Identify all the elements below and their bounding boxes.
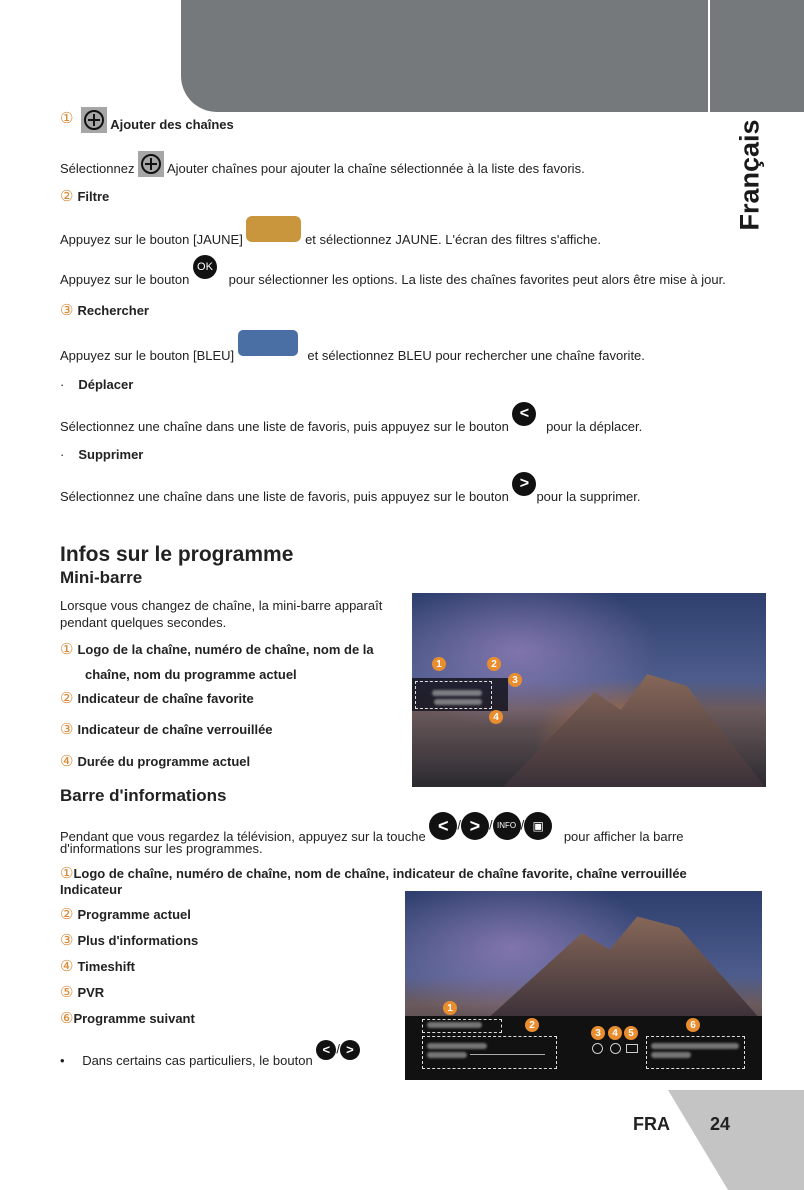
chevron-left-icon: <	[429, 812, 457, 840]
yellow-button-icon	[246, 216, 301, 242]
minibar-item	[60, 722, 273, 738]
callout-marker: 4	[489, 710, 503, 724]
minibar-intro-1: Lorsque vous changez de chaîne, la mini-barre apparaît	[60, 598, 383, 613]
minibar-item	[60, 754, 250, 770]
infobar-intro	[60, 812, 684, 845]
item-label: Timeshift	[77, 959, 136, 974]
minibar-intro-2: pendant quelques secondes.	[60, 615, 227, 630]
heading-text: Ajouter des chaînes	[110, 117, 234, 133]
add-circle-icon	[138, 151, 164, 177]
text: pour sélectionner les options. La liste des chaînes favorites peut alors être mise à jour.	[228, 272, 726, 288]
info-button-icon: INFO	[493, 812, 521, 840]
item-label: Logo de la chaîne, numéro de chaîne, nom de la	[77, 642, 374, 657]
chevron-left-icon: <	[316, 1040, 336, 1060]
move-heading	[60, 377, 133, 393]
search-heading	[60, 303, 149, 319]
minibar-title: Mini-barre	[60, 568, 143, 587]
separator: /	[336, 1041, 340, 1057]
timeshift-icon	[610, 1043, 621, 1054]
blurred-text	[427, 1043, 487, 1049]
mountain-image	[502, 668, 766, 787]
section-title: Infos sur le programme	[60, 543, 294, 566]
minibar-screenshot	[412, 593, 766, 787]
language-code: FRA	[633, 1114, 670, 1134]
text: pour la déplacer.	[546, 419, 643, 435]
language-tab: Français	[734, 119, 765, 231]
number-marker: ⑥	[60, 1010, 74, 1027]
search-text	[60, 330, 645, 364]
bullet: ·	[60, 447, 65, 462]
add-channels-text	[60, 151, 585, 177]
infobar-item	[60, 985, 104, 1001]
infobar-item-cont: Indicateur	[60, 882, 123, 897]
number-marker: ②	[60, 690, 74, 707]
filter-text-2	[60, 255, 726, 288]
infobar-item	[60, 959, 135, 975]
mountain-image	[485, 911, 762, 1021]
text: Appuyez sur le bouton	[60, 272, 190, 288]
text: pour la supprimer.	[536, 489, 641, 505]
chevron-right-icon: >	[340, 1040, 360, 1060]
header-band	[181, 0, 804, 112]
item-label: Programme suivant	[73, 1011, 195, 1026]
text: Pendant que vous regardez la télévision, appuyez sur la touche	[60, 829, 426, 845]
filter-heading	[60, 189, 109, 205]
text: Sélectionnez une chaîne dans une liste de favoris, puis appuyez sur le bouton	[60, 489, 509, 505]
minibar-item-cont: chaîne, nom du programme actuel	[85, 667, 297, 682]
callout-marker: 2	[487, 657, 501, 671]
ok-button-icon: OK	[193, 255, 217, 279]
number-marker: ④	[60, 958, 74, 975]
item-label: Indicateur de chaîne verrouillée	[77, 722, 273, 737]
infobar-item	[60, 866, 687, 882]
item-label: Indicateur de chaîne favorite	[77, 691, 254, 706]
text: Sélectionnez	[60, 161, 135, 177]
number-marker: ⑤	[60, 984, 74, 1001]
footer-band	[0, 1090, 804, 1190]
item-label: Plus d'informations	[77, 933, 199, 948]
delete-heading	[60, 447, 143, 463]
header-divider	[708, 0, 710, 112]
callout-marker: 5	[624, 1026, 638, 1040]
text: Dans certains cas particuliers, le bouton	[82, 1053, 313, 1069]
number-marker: ①	[60, 865, 74, 882]
heading-text: Déplacer	[78, 377, 134, 392]
blurred-text	[651, 1052, 691, 1058]
text: Appuyez sur le bouton [JAUNE]	[60, 232, 243, 248]
blurred-text	[427, 1022, 482, 1028]
add-channels-heading	[60, 107, 234, 133]
item-label: PVR	[77, 985, 105, 1000]
infobar-title: Barre d'informations	[60, 786, 227, 805]
number-marker: ③	[60, 721, 74, 738]
blurred-text	[427, 1052, 467, 1058]
chevron-right-icon: >	[512, 472, 536, 496]
callout-marker: 3	[508, 673, 522, 687]
blurred-text	[651, 1043, 739, 1049]
callout-marker: 1	[443, 1001, 457, 1015]
separator: /	[520, 817, 525, 833]
number-marker: ③	[60, 302, 74, 319]
item-label: Programme actuel	[77, 907, 191, 922]
blurred-text	[434, 699, 482, 705]
text: pour afficher la barre	[563, 829, 684, 845]
blurred-text	[432, 690, 482, 696]
callout-marker: 1	[432, 657, 446, 671]
chevron-left-icon: <	[512, 402, 536, 426]
separator: /	[488, 817, 493, 833]
minibar-item	[60, 642, 374, 658]
number-marker: ①	[60, 110, 74, 128]
text: et sélectionnez BLEU pour rechercher une chaîne favorite.	[307, 348, 645, 364]
number-marker: ①	[60, 641, 74, 658]
item-label: Logo de chaîne, numéro de chaîne, nom de chaîne, indicateur de chaîne favorite, chaîne verrouillée	[73, 866, 687, 881]
chevron-right-icon: >	[461, 812, 489, 840]
text: Sélectionnez une chaîne dans une liste de favoris, puis appuyez sur le bouton	[60, 419, 509, 435]
infobar-item	[60, 1011, 195, 1027]
bullet: ·	[60, 377, 65, 392]
text: et sélectionnez JAUNE. L'écran des filtres s'affiche.	[305, 232, 601, 248]
more-info-icon	[592, 1043, 603, 1054]
infobar-screenshot	[405, 891, 762, 1080]
number-marker: ②	[60, 188, 74, 205]
callout-marker: 6	[686, 1018, 700, 1032]
callout-marker: 3	[591, 1026, 605, 1040]
info-panel-button-icon: ▣	[524, 812, 552, 840]
blue-button-icon	[238, 330, 298, 356]
infobar-intro-2: d'informations sur les programmes.	[60, 841, 263, 856]
pvr-icon	[626, 1044, 638, 1053]
heading-text: Supprimer	[78, 447, 144, 462]
add-circle-icon	[81, 107, 107, 133]
infobar-note	[60, 1040, 360, 1069]
number-marker: ④	[60, 753, 74, 770]
text: Appuyez sur le bouton [BLEU]	[60, 348, 235, 364]
separator: /	[457, 817, 461, 833]
infobar-item	[60, 933, 198, 949]
text: Ajouter chaînes pour ajouter la chaîne sélectionnée à la liste des favoris.	[166, 161, 585, 177]
number-marker: ③	[60, 932, 74, 949]
heading-text: Rechercher	[77, 303, 149, 318]
filter-text-1	[60, 216, 601, 248]
minibar-item	[60, 691, 254, 707]
callout-marker: 4	[608, 1026, 622, 1040]
page-number: 24	[710, 1114, 731, 1134]
callout-marker: 2	[525, 1018, 539, 1032]
heading-text: Filtre	[77, 189, 110, 204]
move-text	[60, 402, 643, 435]
item-label: Durée du programme actuel	[77, 754, 251, 769]
infobar-item	[60, 907, 191, 923]
delete-text	[60, 472, 641, 505]
number-marker: ②	[60, 906, 74, 923]
bullet: •	[60, 1053, 65, 1069]
progress-bar	[470, 1054, 545, 1055]
